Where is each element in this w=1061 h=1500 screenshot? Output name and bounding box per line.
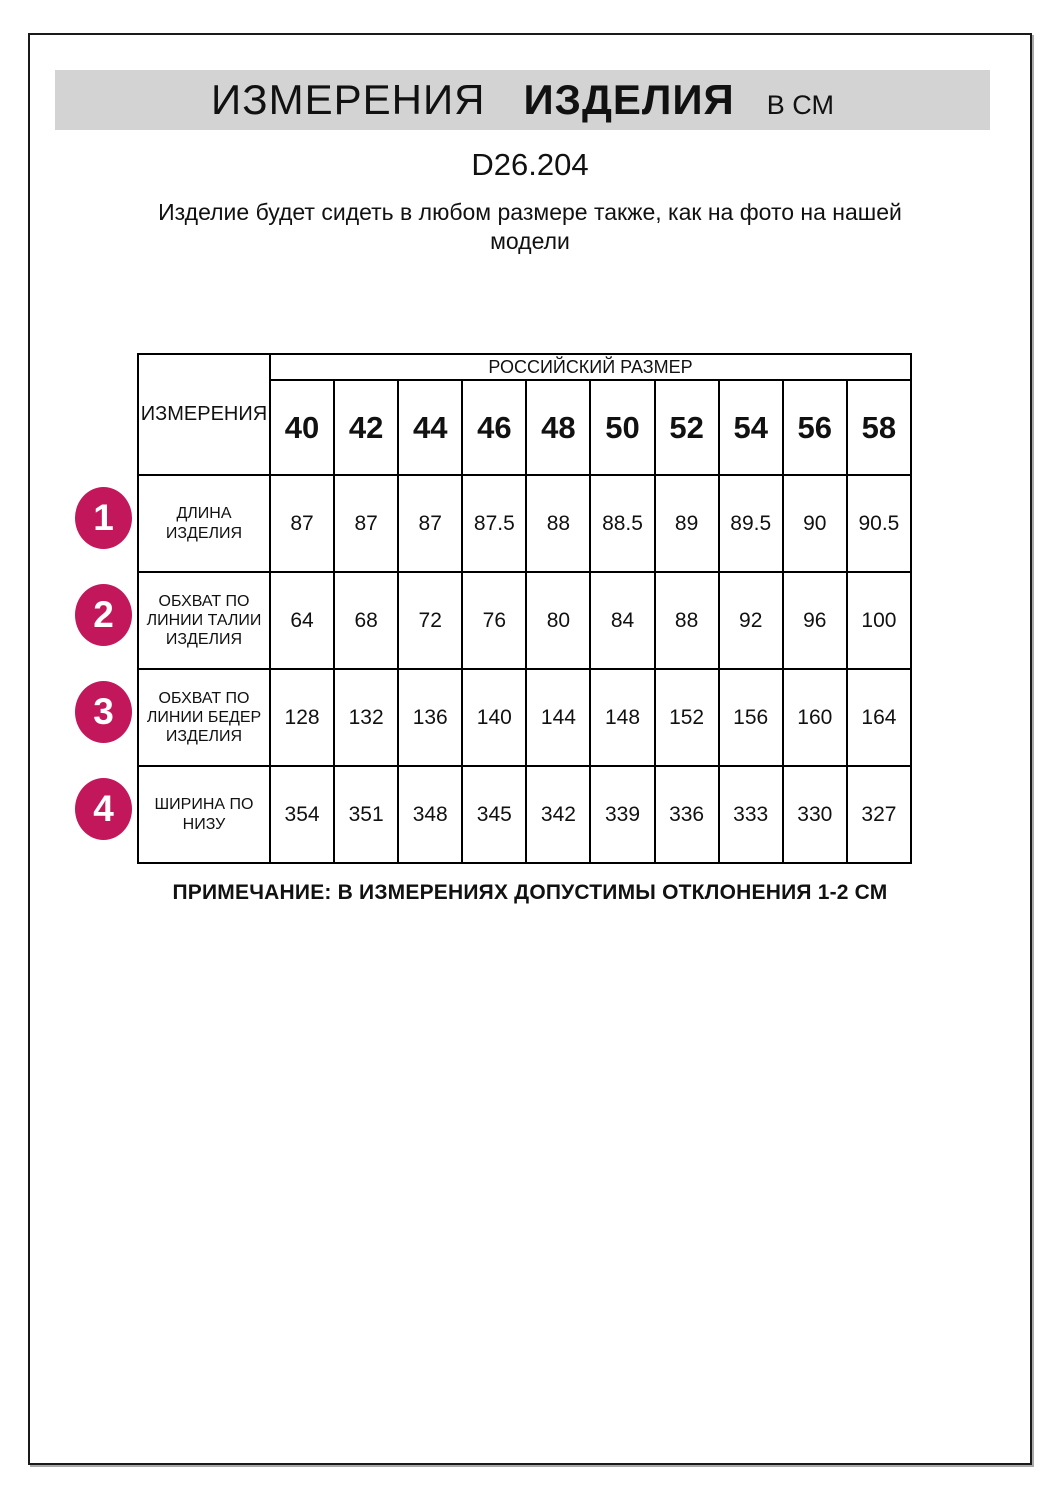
size-header-56: 56 — [783, 380, 847, 475]
size-header-58: 58 — [847, 380, 911, 475]
measurement-value: 87.5 — [462, 475, 526, 572]
measurements-table — [137, 353, 912, 864]
page-title-product: ИЗДЕЛИЯ — [523, 76, 735, 123]
measurement-row-4 — [138, 766, 911, 863]
row-number-badge-1: 1 — [75, 487, 132, 549]
measurement-value: 336 — [655, 766, 719, 863]
measurement-value: 92 — [719, 572, 783, 669]
measurement-row-3 — [138, 669, 911, 766]
measurement-value: 333 — [719, 766, 783, 863]
measurement-value: 68 — [334, 572, 398, 669]
measurement-value: 342 — [526, 766, 590, 863]
russian-size-group-header: РОССИЙСКИЙ РАЗМЕР — [270, 354, 911, 380]
measurement-value: 354 — [270, 766, 334, 863]
measurement-value: 132 — [334, 669, 398, 766]
measurement-value: 87 — [398, 475, 462, 572]
measurement-value: 100 — [847, 572, 911, 669]
group-header-row — [138, 354, 911, 380]
size-header-42: 42 — [334, 380, 398, 475]
size-header-40: 40 — [270, 380, 334, 475]
page-title-units: В СМ — [766, 90, 834, 120]
measurement-value: 144 — [526, 669, 590, 766]
measurement-value: 87 — [334, 475, 398, 572]
row-number-badge-4: 4 — [75, 778, 132, 840]
measurement-value: 89.5 — [719, 475, 783, 572]
size-header-48: 48 — [526, 380, 590, 475]
measurement-value: 348 — [398, 766, 462, 863]
measurement-value: 345 — [462, 766, 526, 863]
measurement-value: 88.5 — [590, 475, 654, 572]
measurement-value: 90.5 — [847, 475, 911, 572]
measurement-label: ШИРИНА ПО НИЗУ — [138, 766, 270, 863]
measurement-value: 87 — [270, 475, 334, 572]
measurement-row-2 — [138, 572, 911, 669]
measurement-value: 330 — [783, 766, 847, 863]
row-number-badge-3: 3 — [75, 681, 132, 743]
measurement-row-1 — [138, 475, 911, 572]
fit-note-text: Изделие будет сидеть в любом размере также, как на фото на нашей модели — [158, 199, 902, 254]
measurement-value: 156 — [719, 669, 783, 766]
measurement-value: 89 — [655, 475, 719, 572]
measurement-value: 64 — [270, 572, 334, 669]
measurement-label: ОБХВАТ ПО ЛИНИИ ТАЛИИ ИЗДЕЛИЯ — [138, 572, 270, 669]
row-number-badge-2: 2 — [75, 584, 132, 646]
measurement-value: 152 — [655, 669, 719, 766]
measurement-value: 160 — [783, 669, 847, 766]
measurement-value: 72 — [398, 572, 462, 669]
page-title-measurements: ИЗМЕРЕНИЯ — [211, 76, 486, 123]
measurement-value: 84 — [590, 572, 654, 669]
tolerance-note: ПРИМЕЧАНИЕ: В ИЗМЕРЕНИЯХ ДОПУСТИМЫ ОТКЛОНЕНИЯ 1-2 СМ — [172, 881, 888, 904]
product-code: D26.204 — [471, 147, 589, 182]
measurement-value: 80 — [526, 572, 590, 669]
measurement-value: 327 — [847, 766, 911, 863]
measurements-column-header: ИЗМЕРЕНИЯ — [138, 354, 270, 475]
measurement-value: 164 — [847, 669, 911, 766]
measurement-value: 128 — [270, 669, 334, 766]
row-number-badges — [75, 35, 135, 1463]
measurement-value: 88 — [526, 475, 590, 572]
size-header-46: 46 — [462, 380, 526, 475]
measurement-label: ОБХВАТ ПО ЛИНИИ БЕДЕР ИЗДЕЛИЯ — [138, 669, 270, 766]
title-banner — [55, 70, 990, 130]
size-header-44: 44 — [398, 380, 462, 475]
size-header-50: 50 — [590, 380, 654, 475]
measurement-label: ДЛИНА ИЗДЕЛИЯ — [138, 475, 270, 572]
page-frame — [28, 33, 1032, 1465]
size-header-52: 52 — [655, 380, 719, 475]
measurement-value: 351 — [334, 766, 398, 863]
measurement-value: 136 — [398, 669, 462, 766]
measurement-value: 76 — [462, 572, 526, 669]
measurement-value: 148 — [590, 669, 654, 766]
measurement-value: 140 — [462, 669, 526, 766]
size-header-54: 54 — [719, 380, 783, 475]
measurement-value: 90 — [783, 475, 847, 572]
measurement-value: 88 — [655, 572, 719, 669]
measurement-value: 339 — [590, 766, 654, 863]
measurement-value: 96 — [783, 572, 847, 669]
